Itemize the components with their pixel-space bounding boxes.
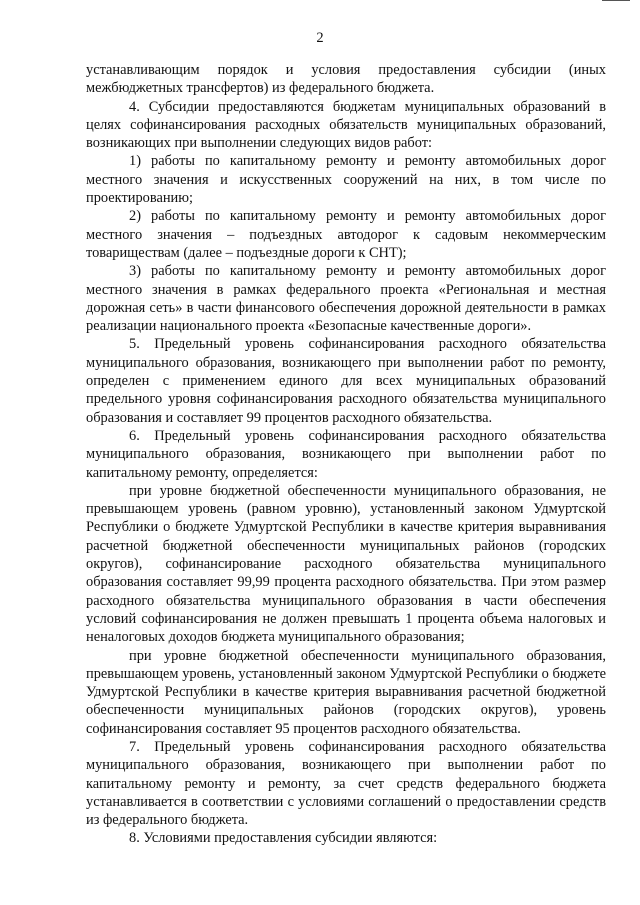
paragraph-continuation: устанавливающим порядок и условия предоставления субсидии (иных межбюджетных трансфертов) из федерального бюджета. bbox=[86, 62, 606, 97]
document-body bbox=[86, 61, 606, 848]
paragraph-item-6-case-2: при уровне бюджетной обеспеченности муниципального образования, превышающем уровень, установленный законом Удмуртской Республики о бюджете Удмуртской Республики в качестве критерия выравнивания расчетной бюджетной обеспеченности муниципальных районов (городских округов), уровень софинансирования составляет 95 процентов расходного обязательства. bbox=[86, 647, 606, 737]
paragraph-subitem-2: 2) работы по капитальному ремонту и ремонту автомобильных дорог местного значения – подъездных автодорог к садовым некоммерческим товариществам (далее – подъездные дороги к СНТ); bbox=[86, 208, 606, 261]
paragraph-subitem-1: 1) работы по капитальному ремонту и ремонту автомобильных дорог местного значения и искусственных сооружений на них, в том числе по проектированию; bbox=[86, 153, 606, 207]
paragraph-item-7: 7. Предельный уровень софинансирования расходного обязательства муниципального образования, возникающего при выполнении работ по капитальному ремонту и ремонту, за счет средств федерального бюджета устанавливается в соответствии с условиями соглашений о предоставлении средств из федерального бюджета. bbox=[86, 738, 606, 829]
page-number: 2 bbox=[316, 30, 324, 46]
paragraph-item-6-case-1: при уровне бюджетной обеспеченности муниципального образования, не превышающем уровень (равном уровню), установленный законом Удмуртской Республики о бюджете Удмуртской Республики в качестве критерия выравнивания расчетной бюджетной обеспеченности муниципальных районов (городских округов), софинансирование расходного обязательства муниципального образования составляет 99,99 процента расходного обязательства. При этом размер расходного обязательства муниципального образования в части обеспечения условий софинансирования не должен превышать 1 процента объема налоговых и неналоговых доходов бюджета муниципального образования; bbox=[86, 482, 606, 646]
paragraph-item-5: 5. Предельный уровень софинансирования расходного обязательства муниципального образования, возникающего при выполнении работ по ремонту, определен с применением единого для всех муниципальных образований предельного уровня софинансирования расходного обязательства муниципального образования и составляет 99 процентов расходного обязательства. bbox=[86, 336, 606, 426]
paragraph-item-8: 8. Условиями предоставления субсидии являются: bbox=[129, 830, 438, 847]
paragraph-item-4: 4. Субсидии предоставляются бюджетам муниципальных образований в целях софинансирования расходных обязательств муниципальных образований, возникающих при выполнении следующих видов работ: bbox=[86, 98, 606, 152]
paragraph-subitem-3: 3) работы по капитальному ремонту и ремонту автомобильных дорог местного значения в рамках федерального проекта «Региональная и местная дорожная сеть» в части финансового обеспечения дорожной деятельности в рамках реализации национального проекта «Безопасные качественные дороги». bbox=[86, 263, 606, 335]
corner-mark bbox=[602, 0, 630, 1]
paragraph-item-6: 6. Предельный уровень софинансирования расходного обязательства муниципального образования, возникающего при выполнении работ по капитальному ремонту, определяется: bbox=[86, 427, 606, 481]
